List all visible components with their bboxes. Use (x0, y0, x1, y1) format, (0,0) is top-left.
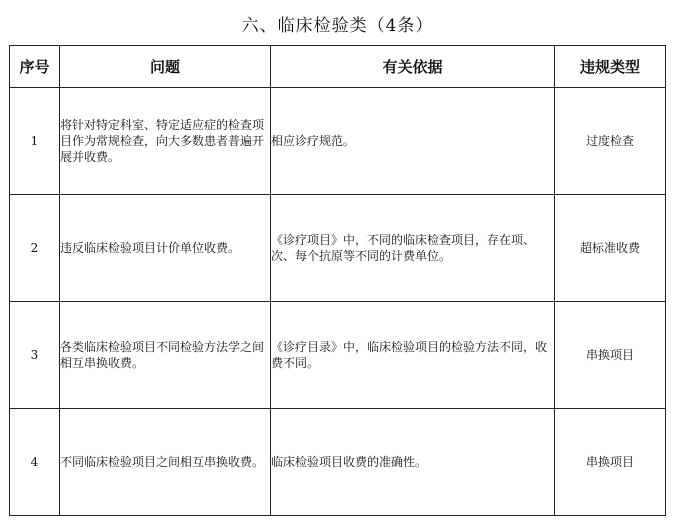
table-row (10, 88, 666, 195)
row-issue: 将针对特定科室、特定适应症的检查项目作为常规检查，向大多数患者普遍开展并收费。 (60, 88, 271, 195)
header-basis: 有关依据 (271, 46, 555, 88)
header-row (10, 46, 666, 88)
row-issue: 违反临床检验项目计价单位收费。 (60, 195, 271, 302)
header-type: 违规类型 (555, 46, 666, 88)
table-header (10, 46, 666, 88)
row-type: 串换项目 (555, 409, 666, 516)
header-no: 序号 (10, 46, 60, 88)
row-type: 串换项目 (555, 302, 666, 409)
row-basis: 临床检验项目收费的准确性。 (271, 409, 555, 516)
row-issue: 不同临床检验项目之间相互串换收费。 (60, 409, 271, 516)
violations-table (9, 45, 666, 516)
table-body (10, 88, 666, 516)
row-number: 1 (10, 88, 60, 195)
row-basis: 《诊疗目录》中，临床检验项目的检验方法不同，收费不同。 (271, 302, 555, 409)
row-number: 3 (10, 302, 60, 409)
table-row (10, 409, 666, 516)
row-basis: 相应诊疗规范。 (271, 88, 555, 195)
row-basis: 《诊疗项目》中，不同的临床检查项目，存在项、次、每个抗原等不同的计费单位。 (271, 195, 555, 302)
table-row (10, 195, 666, 302)
row-number: 2 (10, 195, 60, 302)
row-number: 4 (10, 409, 60, 516)
row-type: 超标准收费 (555, 195, 666, 302)
page-title: 六、临床检验类（4条） (241, 16, 434, 36)
table-row (10, 302, 666, 409)
row-issue: 各类临床检验项目不同检验方法学之间相互串换收费。 (60, 302, 271, 409)
header-issue: 问题 (60, 46, 271, 88)
row-type: 过度检查 (555, 88, 666, 195)
